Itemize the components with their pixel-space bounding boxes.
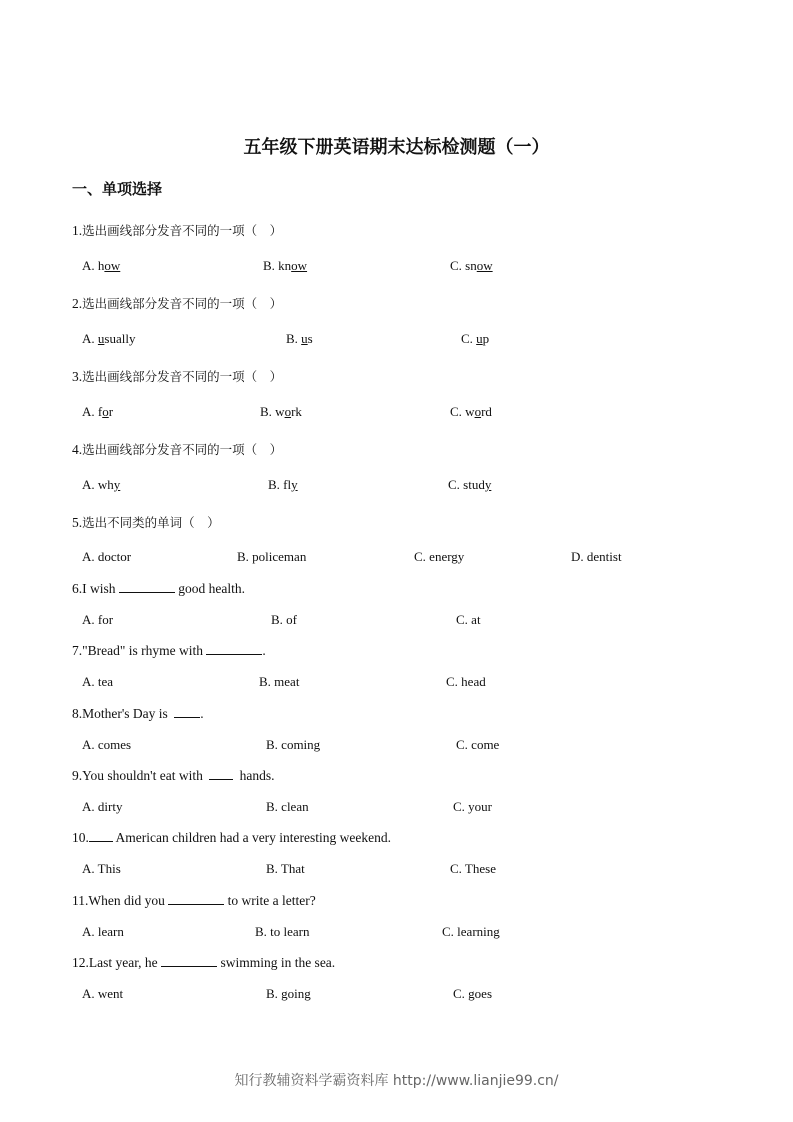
option-1b: B. know (263, 258, 308, 273)
option-3a: A. for (82, 404, 114, 419)
option-5b: B. policeman (237, 549, 307, 564)
option-2a: A. usually (82, 331, 136, 346)
option-12c: C. goes (453, 986, 492, 1001)
question-7: 7."Bread" is rhyme with . (72, 643, 266, 658)
option-6a: A. for (82, 612, 114, 627)
option-2b: B. us (286, 331, 313, 346)
question-8: 8.Mother's Day is . (72, 706, 204, 721)
option-7b: B. meat (259, 674, 300, 689)
option-4a: A. why (82, 477, 121, 492)
option-10b: B. That (266, 861, 305, 876)
question-5: 5.选出不同类的单词（ ） (72, 515, 220, 530)
question-6: 6.I wish good health. (72, 581, 245, 596)
answer-blank (206, 643, 262, 655)
option-3b: B. work (260, 404, 302, 419)
question-11: 11.When did you to write a letter? (72, 893, 316, 908)
option-3c: C. word (450, 404, 492, 419)
answer-blank (119, 581, 175, 593)
option-8a: A. comes (82, 737, 132, 752)
option-9c: C. your (453, 799, 492, 814)
option-4b: B. fly (268, 477, 298, 492)
option-5d: D. dentist (571, 549, 622, 564)
option-6c: C. at (456, 612, 481, 627)
answer-blank (174, 706, 200, 718)
question-9: 9.You shouldn't eat with hands. (72, 768, 275, 783)
document-title: 五年级下册英语期末达标检测题（一） (243, 137, 550, 158)
option-9a: A. dirty (82, 799, 123, 814)
option-8b: B. coming (266, 737, 321, 752)
option-7c: C. head (446, 674, 486, 689)
answer-blank (89, 830, 113, 842)
option-7a: A. tea (82, 674, 114, 689)
option-4c: C. study (448, 477, 492, 492)
question-2: 2.选出画线部分发音不同的一项（ ） (72, 296, 283, 311)
option-10c: C. These (450, 861, 496, 876)
option-11a: A. learn (82, 924, 124, 939)
option-5a: A. doctor (82, 549, 132, 564)
question-12: 12.Last year, he swimming in the sea. (72, 955, 336, 970)
option-8c: C. come (456, 737, 500, 752)
option-12a: A. went (82, 986, 124, 1001)
question-3: 3.选出画线部分发音不同的一项（ ） (72, 369, 283, 384)
option-1c: C. snow (450, 258, 493, 273)
option-9b: B. clean (266, 799, 309, 814)
option-10a: A. This (82, 861, 121, 876)
section-heading: 一、单项选择 (72, 180, 163, 198)
question-10: 10. American children had a very interesting weekend. (72, 830, 392, 845)
option-11b: B. to learn (255, 924, 310, 939)
option-5c: C. energy (414, 549, 465, 564)
option-11c: C. learning (442, 924, 500, 939)
option-12b: B. going (266, 986, 311, 1001)
option-2c: C. up (461, 331, 490, 346)
answer-blank (161, 955, 217, 967)
option-6b: B. of (271, 612, 297, 627)
question-1: 1.选出画线部分发音不同的一项（ ） (72, 223, 283, 238)
footer-watermark: 知行教辅资料学霸资料库 http://www.lianjie99.cn/ (234, 1073, 559, 1089)
answer-blank (168, 893, 224, 905)
question-4: 4.选出画线部分发音不同的一项（ ） (72, 442, 283, 457)
option-1a: A. how (82, 258, 121, 273)
answer-blank (209, 768, 233, 780)
